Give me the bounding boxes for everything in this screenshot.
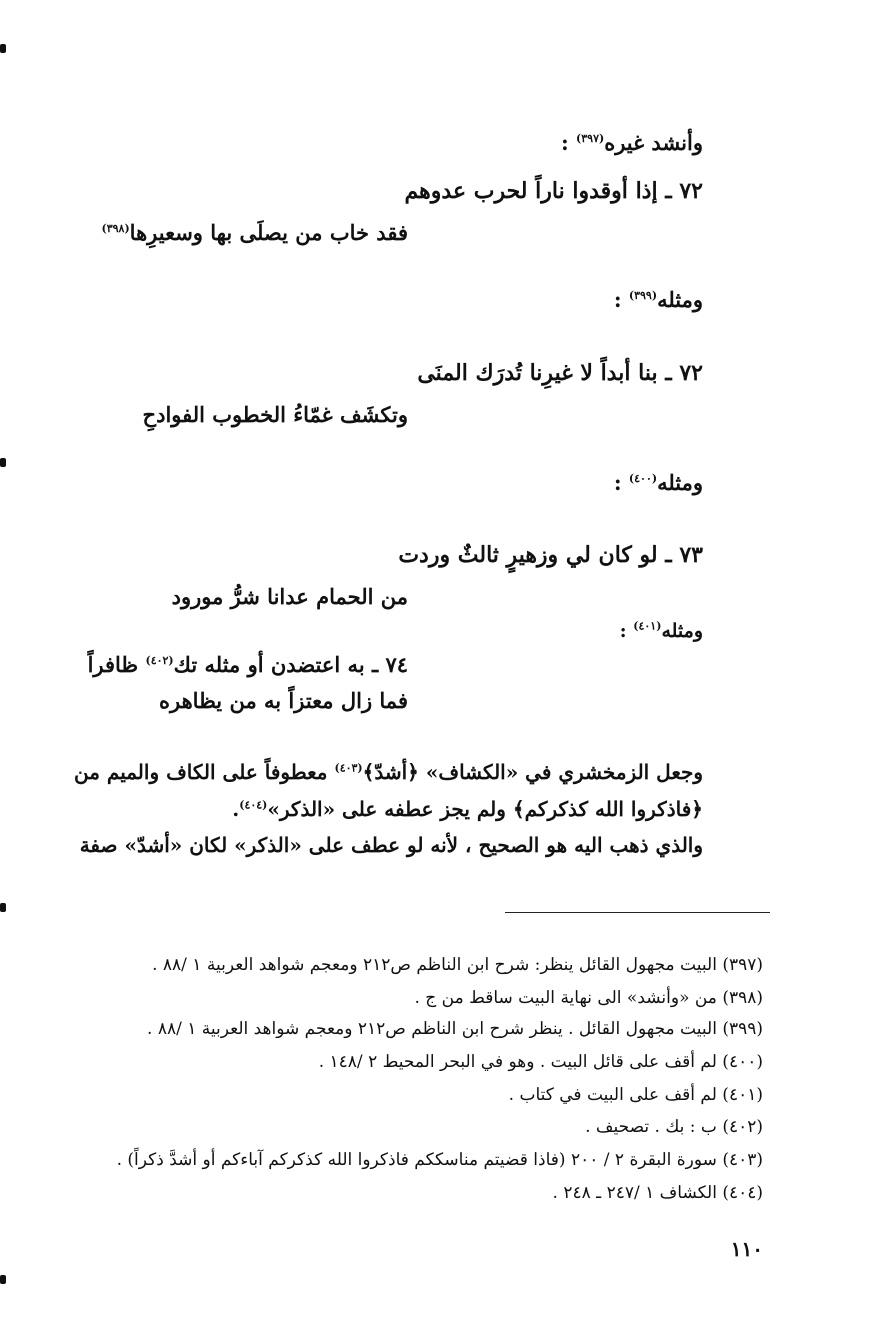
scan-mark bbox=[0, 1275, 6, 1284]
footnote-ref: (٣٩٨) bbox=[101, 222, 130, 235]
footnote-ref: (٤٠١) bbox=[633, 619, 662, 633]
footnote-400: (٤٠٠) لم أقف على قائل البيت . وهو في البحر المحيط ٢ /١٤٨ . bbox=[318, 1052, 763, 1072]
hemistich-text: ظافراً bbox=[87, 652, 139, 677]
scan-mark bbox=[0, 903, 6, 912]
hemistich-text: ٧٤ ـ به اعتضدن أو مثله تك bbox=[173, 652, 408, 677]
paragraph-line-2 bbox=[232, 797, 703, 821]
footnote-ref: (٤٠٠) bbox=[628, 472, 658, 485]
verse-72b-second-hemistich: وتكشَف غمّاءُ الخطوب الفوادحِ bbox=[142, 402, 408, 427]
footnote-ref: (٤٠٢) bbox=[145, 654, 174, 667]
intro-text: ومثله bbox=[657, 287, 703, 312]
verse-74-first-hemistich bbox=[88, 652, 408, 677]
paragraph-line-1 bbox=[74, 760, 703, 784]
paragraph-text: وجعل الزمخشري في «الكشاف» ﴿أشدّ﴾ bbox=[362, 760, 703, 784]
footnote-separator bbox=[505, 912, 770, 913]
paragraph-line-3: والذي ذهب اليه هو الصحيح ، لأنه لو عطف على «الذكر» لكان «أشدّ» صفة bbox=[79, 833, 703, 857]
footnote-ref: (٣٩٧) bbox=[576, 132, 605, 145]
hemistich-text: فقد خاب من يصلَى بها وسعيرِها bbox=[129, 220, 408, 245]
colon: : bbox=[619, 620, 627, 642]
paragraph-text: . bbox=[232, 797, 240, 821]
intro-text: ومثله bbox=[657, 470, 703, 495]
paragraph-text: معطوفاً على الكاف والميم من bbox=[73, 760, 328, 784]
footnote-404: (٤٠٤) الكشاف ١ /٢٤٧ ـ ٢٤٨ . bbox=[552, 1183, 763, 1203]
intro-text: ومثله bbox=[661, 620, 703, 642]
colon: : bbox=[613, 287, 622, 312]
footnote-399: (٣٩٩) البيت مجهول القائل . ينظر شرح ابن الناظم ص٢١٢ ومعجم شواهد العربية ١ /٨٨ . bbox=[147, 1019, 763, 1039]
verse-72a-second-hemistich bbox=[102, 220, 409, 245]
footnote-ref: (٤٠٣) bbox=[334, 761, 363, 775]
footnote-401: (٤٠١) لم أقف على البيت في كتاب . bbox=[508, 1085, 763, 1105]
scan-mark bbox=[0, 458, 6, 467]
intro-line-3 bbox=[614, 470, 703, 495]
intro-line-4 bbox=[620, 620, 703, 642]
intro-line-2 bbox=[614, 287, 703, 312]
footnote-398: (٣٩٨) من «وأنشد» الى نهاية البيت ساقط من ج . bbox=[414, 988, 763, 1008]
scan-mark bbox=[0, 44, 6, 53]
paragraph-text: ﴿فاذكروا الله كذكركم﴾ ولم يجز عطفه على «الذكر» bbox=[267, 797, 703, 821]
verse-73-second-hemistich: من الحمام عدانا شرُّ مورود bbox=[171, 584, 408, 609]
verse-72b-first-hemistich: ٧٢ ـ بنا أبداً لا غيرِنا تُدرَك المنَى bbox=[417, 360, 703, 386]
intro-line-1 bbox=[561, 130, 703, 155]
footnote-ref: (٣٩٩) bbox=[628, 289, 658, 302]
verse-72a-first-hemistich: ٧٢ ـ إذا أوقدوا ناراً لحرب عدوهم bbox=[404, 178, 703, 204]
footnote-402: (٤٠٢) ب : بك . تصحيف . bbox=[585, 1117, 763, 1137]
verse-73-first-hemistich: ٧٣ ـ لو كان لي وزهيرٍ ثالثٌ وردت bbox=[398, 542, 703, 568]
colon: : bbox=[613, 470, 622, 495]
page-number: ١١٠ bbox=[730, 1237, 763, 1261]
footnote-403: (٤٠٣) سورة البقرة ٢ / ٢٠٠ (فاذا قضيتم مناسككم فاذكروا الله كذكركم آباءكم أو أشدَّ ذكراً) . bbox=[116, 1150, 763, 1170]
verse-74-second-hemistich: فما زال معتزاً به من يظاهره bbox=[159, 688, 408, 713]
colon: : bbox=[560, 130, 569, 155]
footnote-ref: (٤٠٤) bbox=[239, 798, 268, 812]
intro-text: وأنشد غيره bbox=[604, 130, 703, 155]
footnote-397: (٣٩٧) البيت مجهول القائل ينظر: شرح ابن الناظم ص٢١٢ ومعجم شواهد العربية ١ /٨٨ . bbox=[152, 955, 763, 975]
